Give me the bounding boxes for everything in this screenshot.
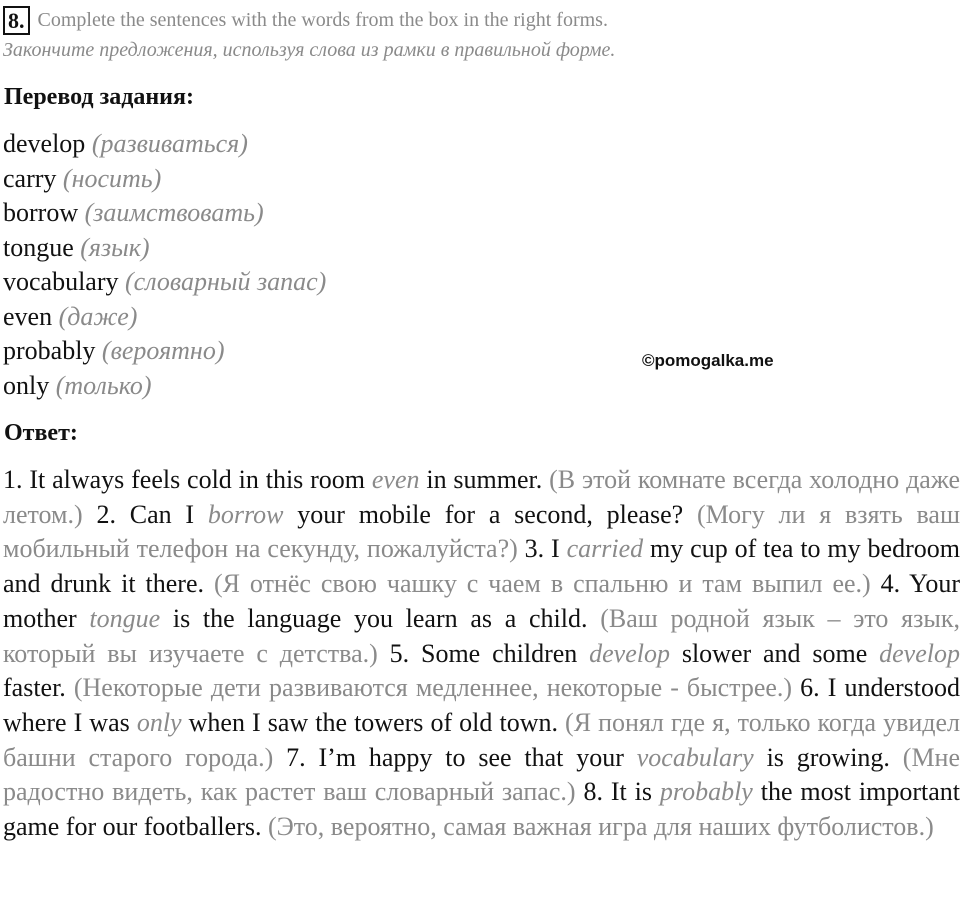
answer-text: my cup of tea to my bedroom and drunk it there.: [3, 534, 960, 599]
vocab-word: borrow: [3, 198, 79, 227]
answer-keyword: borrow: [207, 499, 284, 529]
task-instruction-ru: Закончите предложения, используя слова из рамки в правильной форме.: [3, 39, 616, 61]
vocab-word: develop: [3, 129, 86, 158]
answer-text: 8. It is: [575, 777, 660, 807]
answer-translation: (Я отнёс свою чашку с чаем в спальню и там выпил ее.): [213, 569, 871, 599]
answer-translation: (Некоторые дети развиваются медленнее, некоторые - быстрее.): [73, 673, 793, 703]
answer-text: your mobile for a second, please?: [283, 499, 697, 529]
vocab-item: [3, 369, 326, 404]
answer-text: 7. I’m happy to see that your: [273, 742, 637, 772]
answer-translation: (Это, вероятно, самая важная игра для наших футболистов.): [267, 812, 934, 842]
answer-text: slower and some: [669, 638, 880, 668]
answer-keyword: even: [371, 465, 420, 494]
answer-text: 6. I understood where I was: [3, 673, 960, 737]
vocab-item: [3, 127, 326, 162]
answer-text: 2. Can I: [82, 499, 208, 529]
answer-text: 5. Some children: [377, 638, 590, 668]
answer-text: when I saw the towers of old town.: [181, 707, 566, 737]
vocab-item: [3, 231, 326, 266]
answer-translation: (Мне радостно видеть, как растет ваш словарный запас.): [3, 742, 960, 807]
answer-keyword: develop: [589, 638, 670, 668]
watermark: ©pomogalka.me: [642, 351, 774, 370]
task-number-box: 8.: [3, 6, 30, 35]
answer-translation: (Могу ли я взять ваш мобильный телефон на секунду, пожалуйста?): [3, 499, 960, 564]
answer-keyword: develop: [879, 638, 960, 668]
vocab-word: vocabulary: [3, 267, 119, 296]
vocab-translation: (носить): [62, 163, 162, 193]
answer-keyword: probably: [659, 777, 753, 807]
task-instruction-en: Complete the sentences with the words from the box in the right forms.: [37, 8, 608, 31]
answer-text: is growing.: [753, 742, 903, 772]
vocab-item: [3, 300, 326, 335]
translation-title: Перевод задания:: [4, 84, 194, 110]
answer-text: the most important game for our footballers.: [3, 777, 960, 842]
answer-text: 1. It always feels cold in this room: [3, 465, 372, 494]
vocab-word: even: [3, 301, 53, 331]
answer-translation: (Ваш родной язык – это язык, который вы изучаете с детства.): [3, 603, 960, 668]
vocabulary-list: [3, 127, 326, 403]
vocab-word: carry: [3, 163, 57, 193]
vocab-item: [3, 334, 326, 369]
vocab-translation: (даже): [58, 301, 138, 331]
vocab-item: [3, 162, 326, 197]
answer-text: faster.: [3, 673, 74, 703]
vocab-translation: (только): [55, 370, 152, 400]
answer-title: Ответ:: [4, 420, 78, 446]
answer-keyword: carried: [566, 534, 644, 564]
vocab-word: only: [3, 370, 50, 400]
vocab-translation: (заимствовать): [84, 198, 264, 227]
vocab-translation: (язык): [80, 232, 150, 262]
answer-keyword: tongue: [89, 603, 161, 633]
answer-text: 4. Your mother: [3, 569, 960, 633]
answer-text: 3. I: [517, 534, 567, 564]
answer-paragraph: [3, 463, 960, 845]
answer-keyword: vocabulary: [636, 742, 754, 772]
vocab-word: tongue: [3, 232, 74, 262]
answer-text: is the language you learn as a child.: [160, 603, 601, 633]
vocab-translation: (вероятно): [101, 336, 225, 365]
task-instruction-line: [3, 4, 958, 36]
answer-keyword: only: [136, 707, 182, 737]
answer-translation: (В этой комнате всегда холодно даже летом.): [3, 465, 960, 529]
answer-text: in summer.: [419, 465, 550, 494]
task-header: [3, 4, 958, 62]
answer-translation: (Я понял где я, только когда увидел башни старого города.): [3, 707, 960, 772]
vocab-item: [3, 196, 326, 231]
vocab-word: probably: [3, 336, 96, 365]
vocab-item: [3, 265, 326, 300]
vocab-translation: (словарный запас): [125, 267, 327, 296]
vocab-translation: (развиваться): [91, 129, 248, 158]
